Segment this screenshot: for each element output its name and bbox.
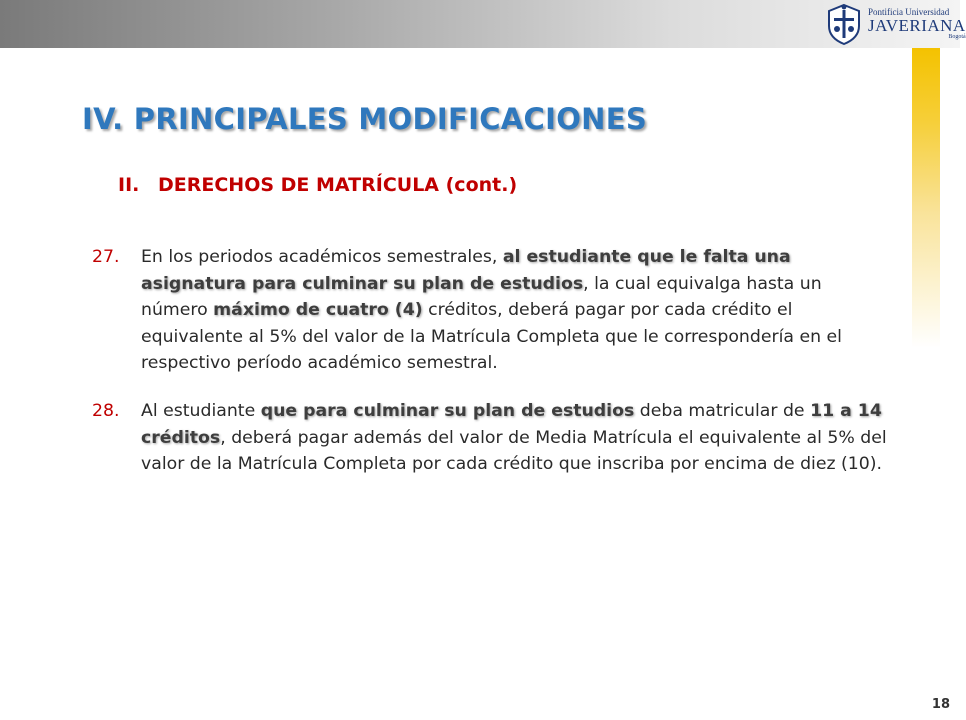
text-segment: créditos, deberá pagar por cada crédito el equivalente al 5% del valor de la Matrícula Completa que le correspondería en el respectivo período académico semestral. (141, 300, 842, 373)
item-text (141, 398, 892, 478)
slide-title: IV. PRINCIPALES MODIFICACIONES (82, 102, 648, 136)
list-item-28 (92, 398, 892, 478)
highlighted-text: que para culminar su plan de estudios (260, 401, 635, 421)
subtitle-number: II. (118, 174, 140, 196)
item-number: 28. (92, 401, 120, 421)
university-logo (824, 2, 966, 46)
highlighted-text: 11 a 14 créditos (141, 401, 882, 448)
crest-icon (824, 2, 864, 46)
decorative-stripe (912, 48, 940, 348)
logo-line-3: Bogotá (948, 34, 966, 40)
highlighted-text: al estudiante que le falta una asignatura para culminar su plan de estudios (141, 247, 791, 294)
item-number: 27. (92, 247, 120, 267)
logo-line-2: JAVERIANA (868, 16, 966, 35)
text-segment: , la cual equivalga hasta un número (141, 273, 822, 320)
list-item-27 (92, 244, 892, 377)
header-bar (0, 0, 966, 48)
item-text (141, 244, 892, 377)
subtitle-text: DERECHOS DE MATRÍCULA (cont.) (158, 174, 518, 196)
logo-wordmark (868, 8, 966, 40)
text-segment: Al estudiante (141, 401, 261, 421)
text-segment: , deberá pagar además del valor de Media Matrícula el equivalente al 5% del valor de la Matrícula Completa por cada crédito que inscriba por encima de diez (10). (141, 427, 887, 474)
text-segment: En los periodos académicos semestrales, (141, 247, 503, 267)
slide-subtitle (118, 174, 517, 196)
logo-line-1: Pontificia Universidad (868, 7, 950, 17)
highlighted-text: máximo de cuatro (4) (213, 300, 423, 320)
page-number: 18 (931, 697, 950, 712)
text-segment: deba matricular de (634, 401, 811, 421)
